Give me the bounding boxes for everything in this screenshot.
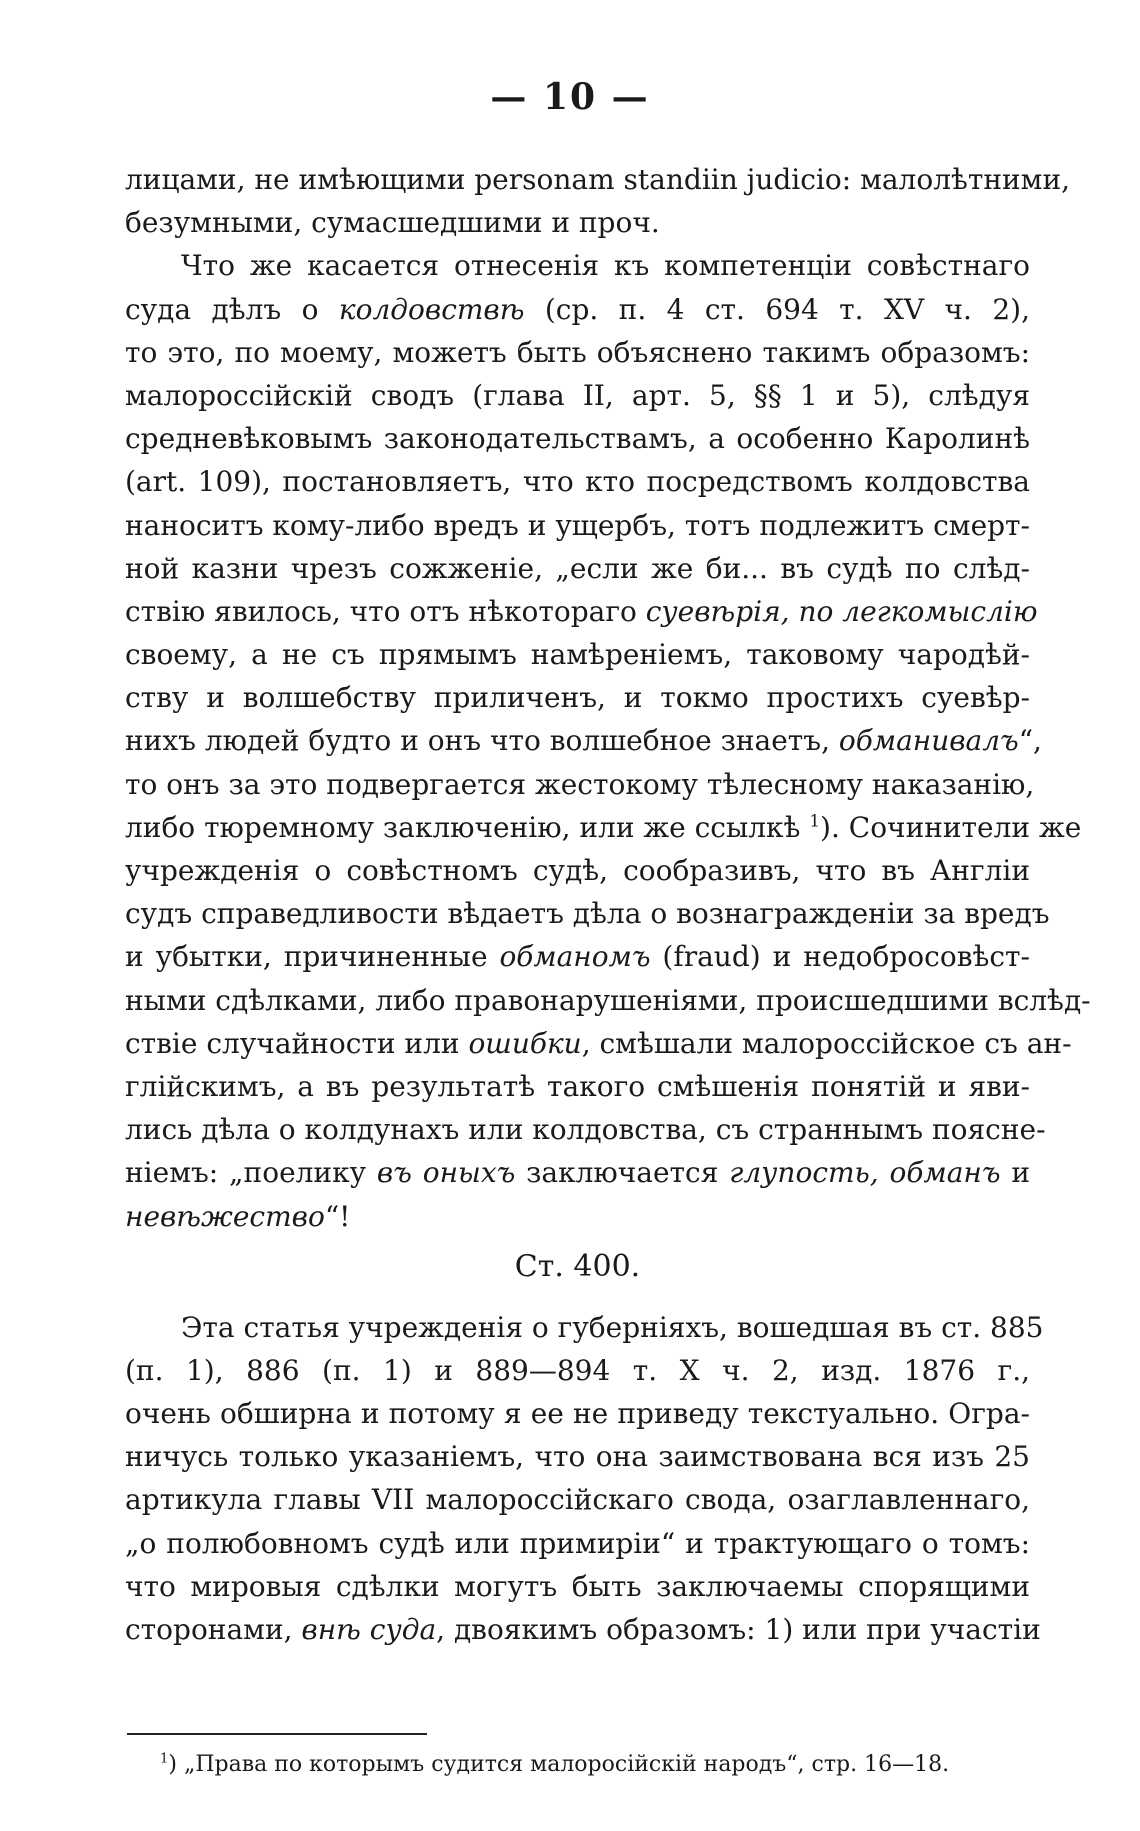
text-line: ной казни чрезъ сожженіе, „если же би... въ судѣ по слѣд- — [125, 551, 1030, 585]
text-line — [125, 590, 1038, 633]
emphasis: суевѣрія, по легкомыслію — [645, 594, 1038, 628]
text-line: судъ справедливости вѣдаетъ дѣла о вознагражденіи за вредъ — [125, 897, 1050, 931]
text-line: Эта статья учрежденія о губерніяхъ, вошедшая въ ст. 885 — [181, 1310, 1044, 1344]
text-line — [125, 1195, 1030, 1238]
text-line — [125, 288, 1030, 331]
text-line: то онъ за это подвергается жестокому тѣлесному наказанію, — [125, 767, 1035, 801]
body-text — [125, 158, 1091, 1651]
text-run: , двоякимъ образомъ: 1) или при участіи — [436, 1613, 1041, 1646]
text-run: (ср. п. 4 ст. 694 т. XV ч. 2), — [524, 292, 1030, 326]
text-line: очень обширна и потому я ее не приведу текстуально. Огра- — [125, 1397, 1030, 1431]
text-run: “! — [324, 1199, 351, 1233]
footnote — [160, 1750, 1020, 1780]
text-line — [125, 935, 1030, 978]
text-run: ніемъ: „поелику — [125, 1156, 377, 1190]
text-line: „о полюбовномъ судѣ или примиріи“ и трактующаго о томъ: — [125, 1526, 1030, 1560]
emphasis: внѣ суда — [301, 1613, 437, 1646]
footnote-divider — [127, 1733, 427, 1735]
text-line: средневѣковымъ законодательствамъ, а особенно Каролинѣ — [125, 422, 1030, 456]
footnote-reference: 1 — [809, 810, 821, 831]
emphasis: колдовствѣ — [338, 292, 525, 326]
text-line: ству и волшебству приличенъ, и токмо простихъ суевѣр- — [125, 681, 1030, 715]
text-run: ствію явилось, что отъ нѣкотораго — [125, 594, 646, 628]
text-run: либо тюремному заключенію, или же ссылкѣ — [125, 810, 810, 844]
text-line — [125, 1151, 1030, 1194]
text-run: заключается — [515, 1156, 730, 1190]
text-line: наноситъ кому-либо вредъ и ущербъ, тотъ подлежитъ смерт- — [125, 508, 1031, 542]
emphasis: глупость, обманъ — [729, 1156, 1001, 1190]
emphasis: ошибки — [468, 1026, 582, 1060]
section-heading: Ст. 400. — [514, 1248, 641, 1284]
emphasis: обманивалъ — [838, 724, 1019, 758]
footnote-text: ) „Права по которымъ судится малоросійскій народъ“, стр. 16—18. — [168, 1752, 950, 1777]
text-run: ствіе случайности или — [125, 1026, 469, 1060]
text-run: сторонами, — [125, 1613, 302, 1646]
text-line: ничусь только указаніемъ, что она заимствована вся изъ 25 — [125, 1440, 1030, 1474]
text-run: нихъ людей будто и онъ что волшебное знаетъ, — [125, 724, 839, 758]
text-line: лицами, не имѣющими personam standiin judicio: малолѣтними, — [125, 163, 1071, 196]
text-line: безумными, сумасшедшими и проч. — [125, 206, 660, 240]
text-line: артикула главы VII малороссійскаго свода, озаглавленнаго, — [125, 1483, 1030, 1517]
text-run: ). Сочинители же — [820, 810, 1082, 844]
text-line: (п. 1), 886 (п. 1) и 889—894 т. X ч. 2, изд. 1876 г., — [125, 1353, 1030, 1387]
text-line — [125, 806, 1082, 849]
text-run: “, — [1018, 724, 1042, 758]
page-number: — 10 — — [490, 76, 650, 118]
footnote-marker: 1 — [160, 1751, 169, 1767]
text-line: что мировыя сдѣлки могутъ быть заключаемы спорящими — [125, 1569, 1030, 1603]
emphasis: невѣжество — [125, 1199, 325, 1233]
text-line: глійскимъ, а въ результатѣ такого смѣшенія понятій и яви- — [125, 1069, 1030, 1103]
text-line: лись дѣла о колдунахъ или колдовства, съ страннымъ поясне- — [125, 1113, 1046, 1147]
text-line: ными сдѣлками, либо правонарушеніями, происшедшими вслѣд- — [125, 983, 1091, 1017]
text-line: своему, а не съ прямымъ намѣреніемъ, таковому чародѣй- — [125, 638, 1030, 672]
text-line: Что же касается отнесенія къ компетенціи совѣстнаго — [181, 249, 1030, 283]
text-line — [125, 719, 1042, 762]
text-run: и убытки, причиненные — [125, 940, 500, 974]
emphasis: въ оныхъ — [376, 1156, 516, 1190]
text-run: , смѣшали малороссійское съ ан- — [581, 1026, 1072, 1060]
text-run: суда дѣлъ о — [125, 292, 339, 326]
text-line — [125, 1022, 1072, 1065]
text-line: (art. 109), постановляетъ, что кто посредствомъ колдовства — [125, 465, 1030, 499]
text-run: и — [1000, 1156, 1030, 1190]
text-line — [125, 1608, 1041, 1651]
text-run: (fraud) и недобросовѣст- — [650, 940, 1030, 974]
text-line: то это, по моему, можетъ быть объяснено такимъ образомъ: — [125, 335, 1030, 369]
emphasis: обманомъ — [499, 940, 651, 974]
text-line: учрежденія о совѣстномъ судѣ, сообразивъ, что въ Англіи — [125, 854, 1030, 887]
text-line: малороссійскій сводъ (глава II, арт. 5, §§ 1 и 5), слѣдуя — [125, 378, 1030, 412]
